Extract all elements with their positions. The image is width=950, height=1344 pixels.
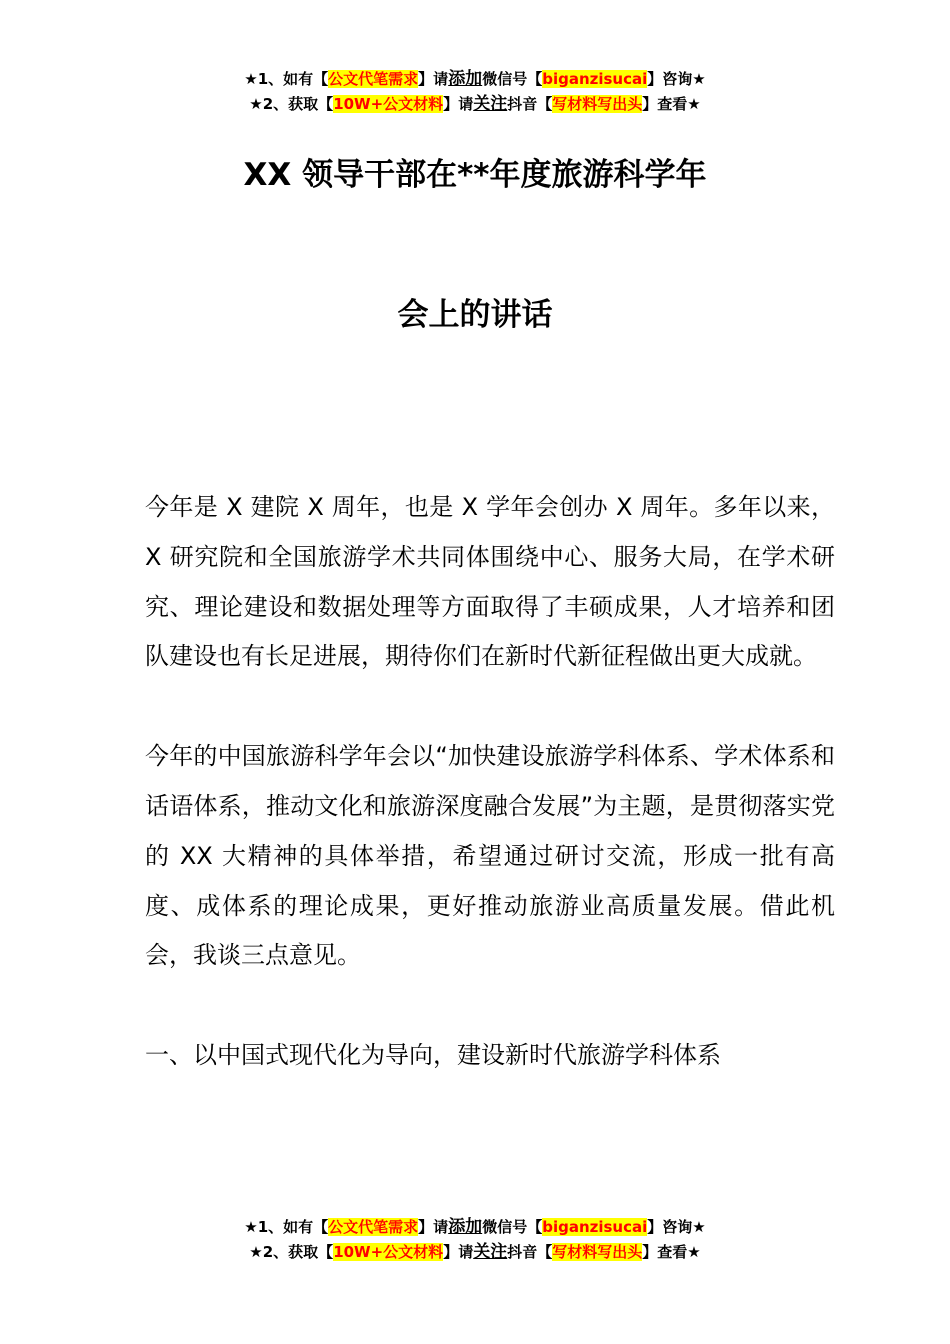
document-title-line-1: XX 领导干部在**年度旅游科学年 [243,157,707,193]
banner-text: ★2、获取【 [249,1243,334,1261]
banner-text: 】请 [418,70,449,88]
banner-text: ★2、获取【 [249,95,334,113]
section-heading-1: 一、以中国式现代化为导向，建设新时代旅游学科体系 [145,1041,721,1070]
banner-highlight: 10W+公文材料 [333,1243,444,1261]
banner-text: 】咨询★ [647,1218,706,1236]
banner-line-1 [0,1215,950,1240]
banner-emphasis: 添加 [448,69,483,89]
banner-text: 抖音【 [507,95,553,113]
banner-highlight: biganzisucai [542,1218,648,1236]
banner-text: 微信号【 [482,1218,543,1236]
banner-text: 微信号【 [482,70,543,88]
body-paragraph-2: 今年的中国旅游科学年会以“加快建设旅游学科体系、学术体系和话语体系，推动文化和旅游深度融合发展”为主题，是贯彻落实党的 XX 大精神的具体举措，希望通过研讨交流，形成一批有高度、成体系的理论成果，更好推动旅游业高质量发展。借此机会，我谈三点意见。 [145,742,835,970]
banner-line-1 [0,67,950,92]
top-banner [0,67,950,117]
document-body [145,483,835,1081]
banner-text: ★1、如有【 [244,1218,329,1236]
banner-text: 】请 [443,1243,474,1261]
banner-highlight: 写材料写出头 [552,1243,643,1261]
body-paragraph-1: 今年是 X 建院 X 周年，也是 X 学年会创办 X 周年。多年以来，X 研究院和全国旅游学术共同体围绕中心、服务大局，在学术研究、理论建设和数据处理等方面取得了丰硕成果，人才培养和团队建设也有长足进展，期待你们在新时代新征程做出更大成就。 [145,493,835,671]
banner-text: 抖音【 [507,1243,553,1261]
banner-text: ★1、如有【 [244,70,329,88]
banner-highlight: 写材料写出头 [552,95,643,113]
banner-highlight: 公文代笔需求 [328,1218,419,1236]
bottom-banner [0,1215,950,1265]
banner-text: 】请 [443,95,474,113]
banner-highlight: 10W+公文材料 [333,95,444,113]
banner-line-2 [0,92,950,117]
banner-text: 】咨询★ [647,70,706,88]
banner-emphasis: 添加 [448,1217,483,1237]
banner-highlight: 公文代笔需求 [328,70,419,88]
banner-line-2 [0,1240,950,1265]
banner-text: 】查看★ [642,95,701,113]
banner-text: 】查看★ [642,1243,701,1261]
document-title-line-2: 会上的讲话 [397,297,553,333]
banner-text: 】请 [418,1218,449,1236]
banner-emphasis: 关注 [473,94,508,114]
banner-emphasis: 关注 [473,1242,508,1262]
banner-highlight: biganzisucai [542,70,648,88]
